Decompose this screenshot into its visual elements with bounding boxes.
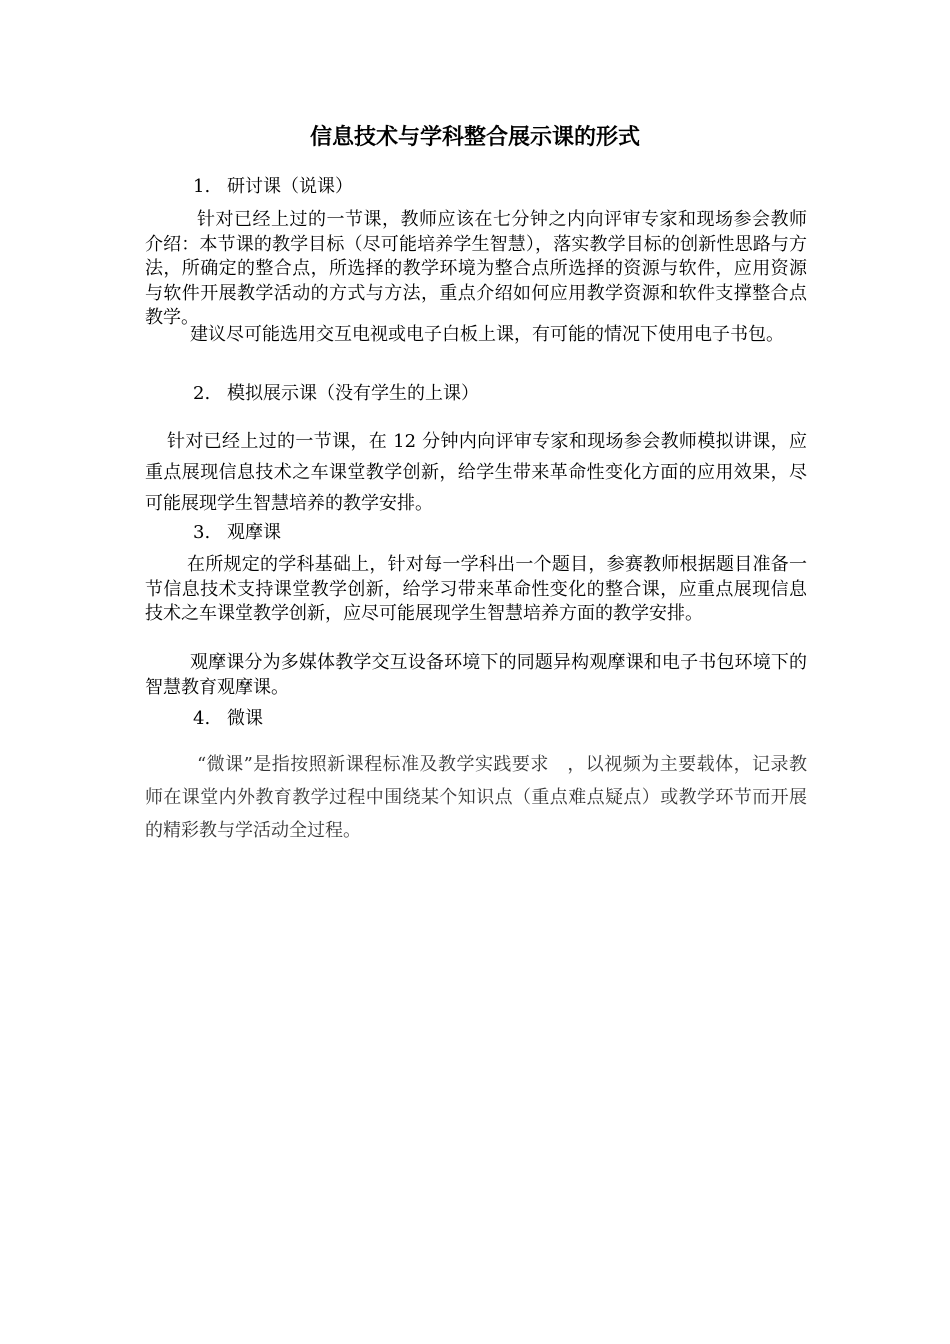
section-2-title: 模拟展示课（没有学生的上课） <box>227 383 479 404</box>
section-2-heading <box>193 381 479 407</box>
section-3-heading <box>193 520 281 546</box>
section-1-paragraph-1: 针对已经上过的一节课，教师应该在七分钟之内向评审专家和现场参会教师介绍：本节课的教学目标（尽可能培养学生智慧），落实教学目标的创新性思路与方法，所确定的整合点，所选择的教学环境为整合点所选择的资源与软件，应用资源与软件开展教学活动的方式与方法，重点介绍如何应用教学资源和软件支撑整合点教学。 <box>145 209 807 328</box>
section-3-paragraph-2: 观摩课分为多媒体教学交互设备环境下的同题异构观摩课和电子书包环境下的智慧教育观摩课。 <box>145 652 807 698</box>
document-title: 信息技术与学科整合展示课的形式 <box>309 125 640 150</box>
section-4-paragraph-1: “微课”是指按照新课程标准及教学实践要求 ，以视频为主要载体，记录教师在课堂内外教育教学过程中围绕某个知识点（重点难点疑点）或教学环节而开展的精彩教与学活动全过程。 <box>145 754 807 841</box>
section-3-number: 3. <box>193 522 211 543</box>
section-1-number: 1. <box>193 176 211 197</box>
section-4-title: 微课 <box>227 708 263 729</box>
section-1-heading <box>193 174 353 200</box>
section-1-title: 研讨课（说课） <box>227 176 353 197</box>
section-3-title: 观摩课 <box>227 522 281 543</box>
section-2-number: 2. <box>193 383 211 404</box>
section-4-heading <box>193 706 263 732</box>
section-2-paragraph-1: 针对已经上过的一节课，在 12 分钟内向评审专家和现场参会教师模拟讲课，应重点展现信息技术之车课堂教学创新，给学生带来革命性变化方面的应用效果，尽可能展现学生智慧培养的教学安排。 <box>145 431 807 514</box>
section-4-number: 4. <box>193 708 211 729</box>
section-3-paragraph-1: 在所规定的学科基础上，针对每一学科出一个题目，参赛教师根据题目准备一节信息技术支持课堂教学创新，给学习带来革命性变化的整合课，应重点展现信息技术之车课堂教学创新，应尽可能展现学生智慧培养方面的教学安排。 <box>145 554 807 624</box>
section-1-paragraph-2: 建议尽可能选用交互电视或电子白板上课，有可能的情况下使用电子书包。 <box>190 324 784 345</box>
